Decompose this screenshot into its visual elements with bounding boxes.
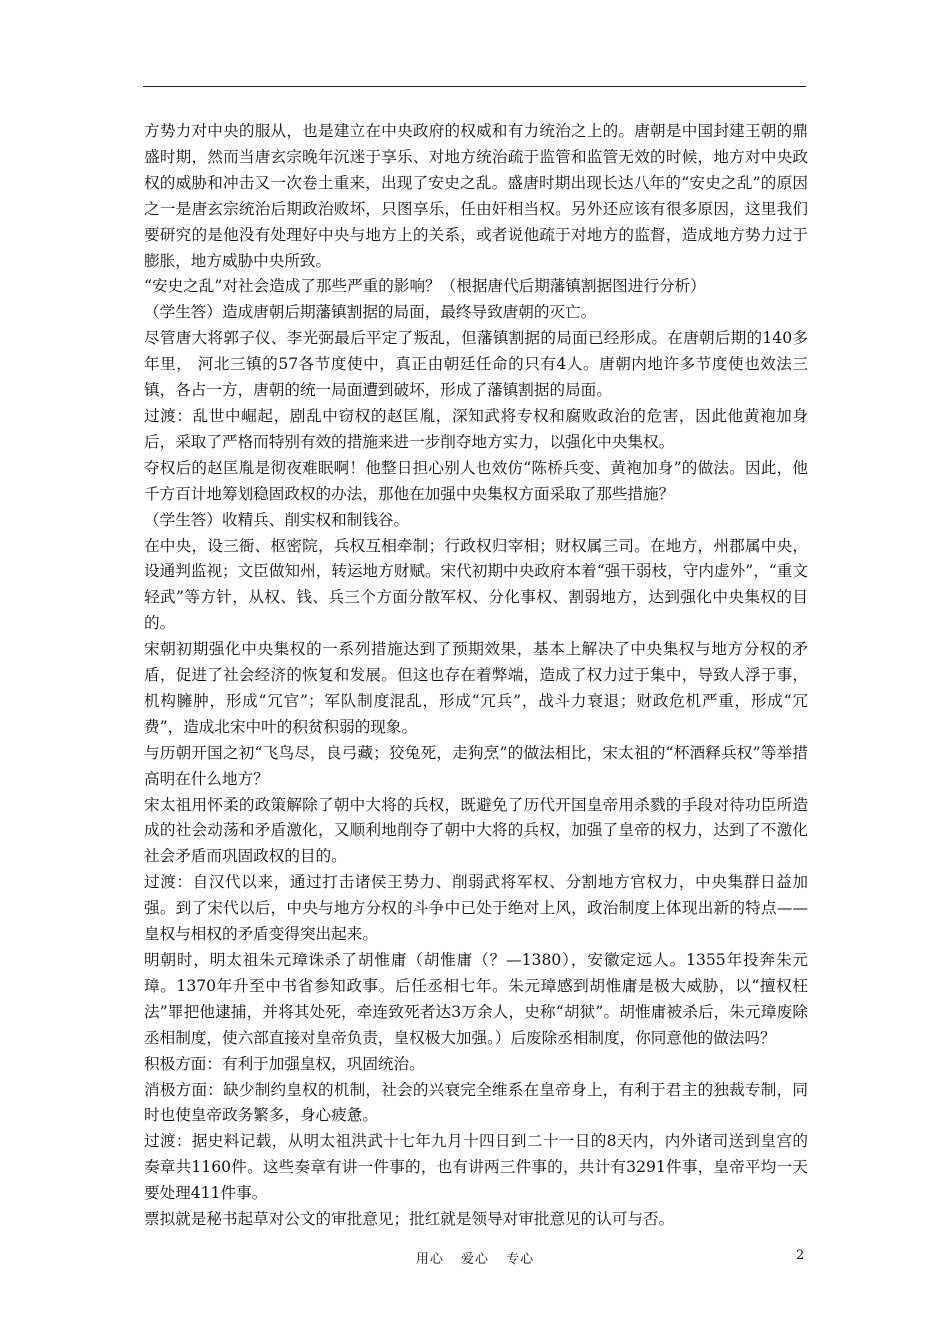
paragraph: 消极方面：缺少制约皇权的机制，社会的兴衰完全维系在皇帝身上，有利于君主的独裁专制，同时也使皇帝政务繁多，身心疲惫。	[144, 1080, 808, 1125]
paragraph: 夺权后的赵匡胤是彻夜难眠啊！他整日担心别人也效仿“陈桥兵变、黄袍加身”的做法。因此，他千方百计地筹划稳固政权的办法，那他在加强中央集权方面采取了那些措施？	[144, 458, 808, 503]
paragraph: 明朝时，明太祖朱元璋诛杀了胡惟庸（胡惟庸（？—1380），安徽定远人。1355年投奔朱元璋。1370年升至中书省参知政事。后任丞相七年。朱元璋感到胡惟庸是极大威胁，以“擅权枉法”罪把他逮捕，并将其处死，牵连致死者达3万余人，史称“胡狱”。胡惟庸被杀后，朱元璋废除丞相制度，使六部直接对皇帝负责，皇权极大加强。）后废除丞相制度，你同意他的做法吗？	[144, 951, 808, 1047]
paragraph: 票拟就是秘书起草对公文的审批意见；批红就是领导对审批意见的认可与否。	[144, 1210, 675, 1229]
footer-motto: 用心 爱心 专心	[415, 1252, 535, 1267]
paragraph: 过渡：乱世中崛起，剧乱中窃权的赵匡胤，深知武将专权和腐败政治的危害，因此他黄袍加身后，采取了严格而特别有效的措施来进一步削夺地方实力，以强化中央集权。	[144, 406, 808, 451]
paragraph: 过渡：据史料记载，从明太祖洪武十七年九月十四日到二十一日的8天内，内外诸司送到皇宫的奏章共1160件。这些奏章有讲一件事的，也有讲两三件事的，共计有3291件事，皇帝平均一天要处理411件事。	[144, 1132, 808, 1203]
paragraph: 积极方面：有利于加强皇权，巩固统治。	[144, 1054, 425, 1073]
paragraph: 宋朝初期强化中央集权的一系列措施达到了预期效果，基本上解决了中央集权与地方分权的矛盾，促进了社会经济的恢复和发展。但这也存在着弊端，造成了权力过于集中，导致人浮于事，机构臃肿，形成“冗官”；军队制度混乱，形成“冗兵”，战斗力衰退；财政危机严重，形成“冗费”，造成北宋中叶的积贫积弱的现象。	[144, 640, 808, 736]
paragraph: （学生答）造成唐朝后期藩镇割据的局面，最终导致唐朝的灭亡。	[144, 303, 597, 322]
paragraph: “安史之乱”对社会造成了那些严重的影响？（根据唐代后期藩镇割据图进行分析）	[144, 277, 706, 296]
document-body	[144, 119, 808, 1233]
page-number: 2	[796, 1248, 805, 1263]
paragraph: 与历朝开国之初“飞鸟尽，良弓藏；狡兔死，走狗烹”的做法相比，宋太祖的“杯酒释兵权”等举措高明在什么地方？	[144, 743, 808, 788]
paragraph: 在中央，设三衙、枢密院，兵权互相牵制；行政权归宰相；财权属三司。在地方，州郡属中央，设通判监视；文臣做知州，转运地方财赋。宋代初期中央政府本着“强干弱枝，守内虚外”，“重文轻武”等方针，从权、钱、兵三个方面分散军权、分化事权、割弱地方，达到强化中央集权的目的。	[144, 536, 808, 633]
paragraph: 方势力对中央的服从，也是建立在中央政府的权威和有力统治之上的。唐朝是中国封建王朝的鼎盛时期，然而当唐玄宗晚年沉迷于享乐、对地方统治疏于监管和监管无效的时候，地方对中央政权的威胁和冲击又一次卷土重来，出现了安史之乱。盛唐时期出现长达八年的“安史之乱”的原因之一是唐玄宗统治后期政治败坏，只图享乐，任由奸相当权。另外还应该有很多原因，这里我们要研究的是他没有处理好中央与地方上的关系，或者说他疏于对地方的监督，造成地方势力过于膨胀，地方威胁中央所致。	[144, 122, 808, 270]
paragraph: 尽管唐大将郭子仪、李光弼最后平定了叛乱，但藩镇割据的局面已经形成。在唐朝后期的140多年里， 河北三镇的57各节度使中，真正由朝廷任命的只有4人。唐朝内地许多节度使也效法三镇，各占一方，唐朝的统一局面遭到破坏，形成了藩镇割据的局面。	[144, 329, 808, 400]
paragraph: 过渡：自汉代以来，通过打击诸侯王势力、削弱武将军权、分割地方官权力，中央集群日益加强。到了宋代以后，中央与地方分权的斗争中已处于绝对上风，政治制度上体现出新的特点——皇权与相权的矛盾变得突出起来。	[144, 873, 808, 944]
header-rule	[143, 86, 806, 87]
paragraph: （学生答）收精兵、削实权和制钱谷。	[144, 510, 410, 529]
paragraph: 宋太祖用怀柔的政策解除了朝中大将的兵权，既避免了历代开国皇帝用杀戮的手段对待功臣所造成的社会动荡和矛盾激化，又顺利地削夺了朝中大将的兵权，加强了皇帝的权力，达到了不激化社会矛盾而巩固政权的目的。	[144, 795, 808, 866]
